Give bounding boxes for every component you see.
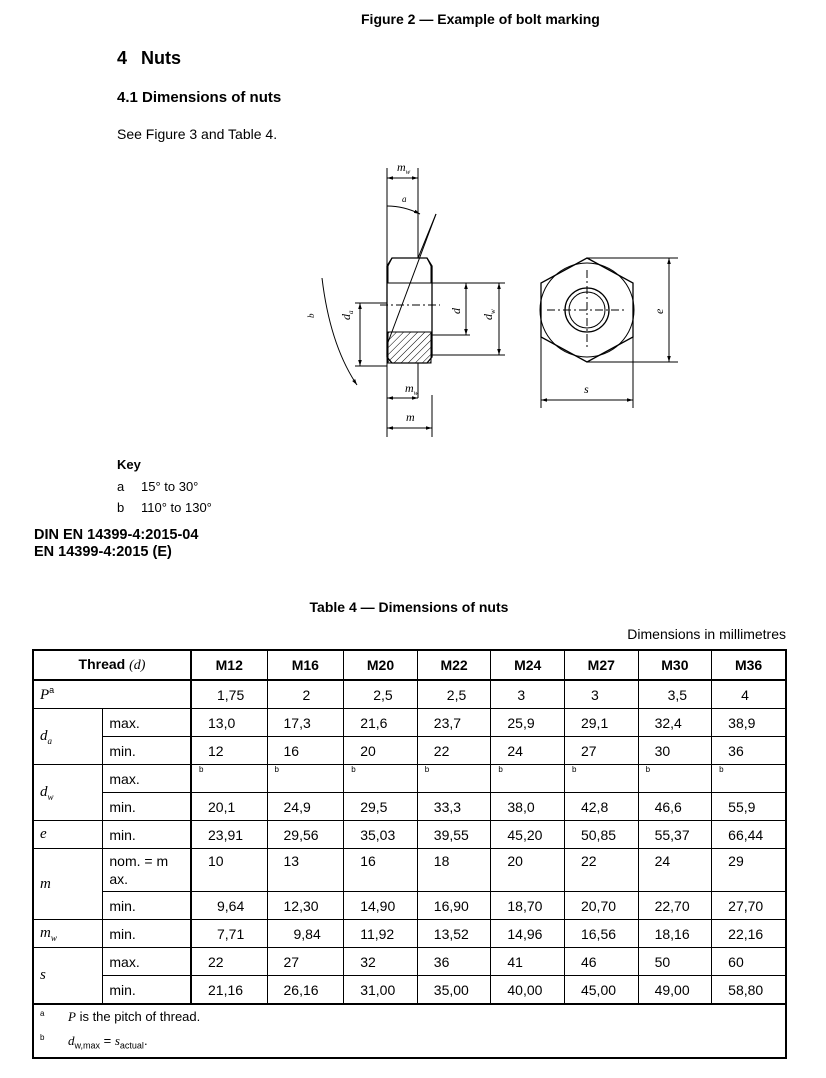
key-letter: b <box>117 500 125 515</box>
table-cell: 35,03 <box>344 821 418 849</box>
row-sublabel: min. <box>103 892 191 920</box>
table-cell: 36 <box>417 948 491 976</box>
table-cell: 22,16 <box>712 920 786 948</box>
table-row <box>33 793 786 821</box>
table-cell: 21,16 <box>191 976 267 1005</box>
table-cell: b <box>491 765 565 793</box>
row-sublabel: min. <box>103 737 191 765</box>
row-sublabel: min. <box>103 793 191 821</box>
table-cell: 29,5 <box>344 793 418 821</box>
table-cell: b <box>638 765 712 793</box>
footnote-cell <box>33 1004 786 1058</box>
key-text: 110° to 130° <box>141 500 212 515</box>
table-cell: 9,64 <box>191 892 267 920</box>
figure-2-caption: Figure 2 — Example of bolt marking <box>361 11 600 27</box>
table-row <box>33 765 786 793</box>
table-cell: 16 <box>267 737 344 765</box>
table-cell: 29,1 <box>564 709 638 737</box>
key-item-a <box>117 479 198 494</box>
table-row <box>33 709 786 737</box>
table-cell: 3 <box>491 680 565 709</box>
row-sublabel: min. <box>103 920 191 948</box>
table-cell: b <box>712 765 786 793</box>
table-cell: 29,56 <box>267 821 344 849</box>
nut-figure <box>300 152 720 444</box>
table-cell: 25,9 <box>491 709 565 737</box>
table-cell: 20 <box>344 737 418 765</box>
table-cell: 22,70 <box>638 892 712 920</box>
table-cell: 24 <box>491 737 565 765</box>
table-cell: 58,80 <box>712 976 786 1005</box>
table-cell: 46 <box>564 948 638 976</box>
table-header-row <box>33 650 786 680</box>
col-header: M20 <box>344 650 418 680</box>
table-row <box>33 737 786 765</box>
table-title: Table 4 — Dimensions of nuts <box>309 599 509 615</box>
table-cell: 16,90 <box>417 892 491 920</box>
table-cell: 35,00 <box>417 976 491 1005</box>
table-cell: 17,3 <box>267 709 344 737</box>
table-cell: 12,30 <box>267 892 344 920</box>
key-title: Key <box>117 457 141 472</box>
row-label-m: m <box>33 849 103 920</box>
table-cell: 45,00 <box>564 976 638 1005</box>
row-label-dw: $d_w$ <box>33 765 103 821</box>
table-cell: b <box>564 765 638 793</box>
table-cell: 32 <box>344 948 418 976</box>
table-cell: 1,75 <box>191 680 267 709</box>
row-sublabel: max. <box>103 765 191 793</box>
table-cell: 21,6 <box>344 709 418 737</box>
row-label-da: $d_a$ <box>33 709 103 765</box>
table-footnotes <box>33 1004 786 1058</box>
doc-ref-din: DIN EN 14399-4:2015-04 <box>34 527 199 543</box>
table-row <box>33 948 786 976</box>
row-label-mw: $m_w$ <box>33 920 103 948</box>
table-row <box>33 920 786 948</box>
table-cell: 4 <box>712 680 786 709</box>
table-cell: 49,00 <box>638 976 712 1005</box>
footnote-a: a P is the pitch of thread. <box>40 1009 201 1024</box>
table-cell: 29 <box>712 849 786 892</box>
table-row <box>33 892 786 920</box>
footnote-mark: a <box>40 1009 45 1018</box>
subsection-heading: 4.1 Dimensions of nuts <box>117 89 282 106</box>
table-cell: b <box>267 765 344 793</box>
section-heading <box>117 48 181 69</box>
units-note: Dimensions in millimetres <box>627 626 786 642</box>
table-cell: 23,7 <box>417 709 491 737</box>
table-cell: 22 <box>564 849 638 892</box>
table-cell: 14,90 <box>344 892 418 920</box>
label-m: m <box>406 410 415 424</box>
thread-header: Thread (d) <box>33 650 191 680</box>
footnote-b: b $d_{w,max} = s_{actual}$. <box>40 1033 148 1051</box>
col-header: M36 <box>712 650 786 680</box>
label-b: b <box>306 313 316 318</box>
table-cell: 13,0 <box>191 709 267 737</box>
table-cell: 23,91 <box>191 821 267 849</box>
table-cell: b <box>344 765 418 793</box>
footnote-mark: b <box>40 1033 45 1042</box>
label-a: a <box>402 194 407 204</box>
table-cell: 20,70 <box>564 892 638 920</box>
table-cell: 12 <box>191 737 267 765</box>
table-cell: 39,55 <box>417 821 491 849</box>
table-cell: b <box>417 765 491 793</box>
label-e: e <box>652 308 666 314</box>
nut-dimensions-table <box>32 649 787 1059</box>
table-cell: 27,70 <box>712 892 786 920</box>
table-cell: 66,44 <box>712 821 786 849</box>
table-cell: 10 <box>191 849 267 892</box>
table-cell: 2,5 <box>417 680 491 709</box>
table-row <box>33 976 786 1005</box>
table-cell: 22 <box>191 948 267 976</box>
table-row <box>33 821 786 849</box>
label-da: $d_a$ <box>339 310 355 320</box>
row-label-s: s <box>33 948 103 1005</box>
row-sublabel: min. <box>103 821 191 849</box>
table-cell: 9,84 <box>267 920 344 948</box>
table-cell: 24 <box>638 849 712 892</box>
col-header: M22 <box>417 650 491 680</box>
table-cell: 2,5 <box>344 680 418 709</box>
col-header: M30 <box>638 650 712 680</box>
table-cell: 33,3 <box>417 793 491 821</box>
table-cell: 20,1 <box>191 793 267 821</box>
table-cell: 27 <box>267 948 344 976</box>
label-s: s <box>584 382 589 396</box>
table-cell: 18,70 <box>491 892 565 920</box>
doc-ref-en: EN 14399-4:2015 (E) <box>34 544 172 560</box>
table-cell: 24,9 <box>267 793 344 821</box>
table-cell: 32,4 <box>638 709 712 737</box>
table-cell: 38,9 <box>712 709 786 737</box>
table-cell: 42,8 <box>564 793 638 821</box>
table-cell: 41 <box>491 948 565 976</box>
col-header: M16 <box>267 650 344 680</box>
table-cell: 20 <box>491 849 565 892</box>
row-sublabel: min. <box>103 976 191 1005</box>
key-letter: a <box>117 479 125 494</box>
table-cell: 16 <box>344 849 418 892</box>
table-cell: 38,0 <box>491 793 565 821</box>
label-d: d <box>449 308 463 314</box>
table-cell: 55,37 <box>638 821 712 849</box>
table-cell: 27 <box>564 737 638 765</box>
table-cell: 26,16 <box>267 976 344 1005</box>
table-cell: b <box>191 765 267 793</box>
col-header: M27 <box>564 650 638 680</box>
intro-text: See Figure 3 and Table 4. <box>117 126 278 142</box>
row-sublabel: nom. = m ax. <box>103 849 191 892</box>
key-item-b <box>117 500 212 515</box>
table-cell: 7,71 <box>191 920 267 948</box>
section-title: Nuts <box>141 48 182 68</box>
top-view <box>540 258 678 408</box>
col-header: M12 <box>191 650 267 680</box>
label-dw: $d_w$ <box>481 309 497 320</box>
table-cell: 55,9 <box>712 793 786 821</box>
row-label-p: $P^a$ <box>33 680 191 709</box>
row-sublabel: max. <box>103 709 191 737</box>
table-row <box>33 680 786 709</box>
table-row <box>33 849 786 892</box>
label-mw-bottom: $m_w$ <box>405 381 419 397</box>
table-cell: 60 <box>712 948 786 976</box>
label-mw-top: $m_w$ <box>397 160 411 176</box>
table-cell: 40,00 <box>491 976 565 1005</box>
table-cell: 36 <box>712 737 786 765</box>
table-cell: 3 <box>564 680 638 709</box>
table-cell: 13 <box>267 849 344 892</box>
table-cell: 22 <box>417 737 491 765</box>
row-sublabel: max. <box>103 948 191 976</box>
table-cell: 11,92 <box>344 920 418 948</box>
table-cell: 18 <box>417 849 491 892</box>
table-cell: 50 <box>638 948 712 976</box>
table-cell: 16,56 <box>564 920 638 948</box>
key-text: 15° to 30° <box>141 479 199 494</box>
table-cell: 46,6 <box>638 793 712 821</box>
table-cell: 31,00 <box>344 976 418 1005</box>
table-cell: 2 <box>267 680 344 709</box>
table-cell: 14,96 <box>491 920 565 948</box>
section-number: 4 <box>117 48 128 68</box>
col-header: M24 <box>491 650 565 680</box>
table-cell: 45,20 <box>491 821 565 849</box>
table-cell: 18,16 <box>638 920 712 948</box>
table-cell: 50,85 <box>564 821 638 849</box>
row-label-e: e <box>33 821 103 849</box>
table-cell: 30 <box>638 737 712 765</box>
table-cell: 13,52 <box>417 920 491 948</box>
table-cell: 3,5 <box>638 680 712 709</box>
